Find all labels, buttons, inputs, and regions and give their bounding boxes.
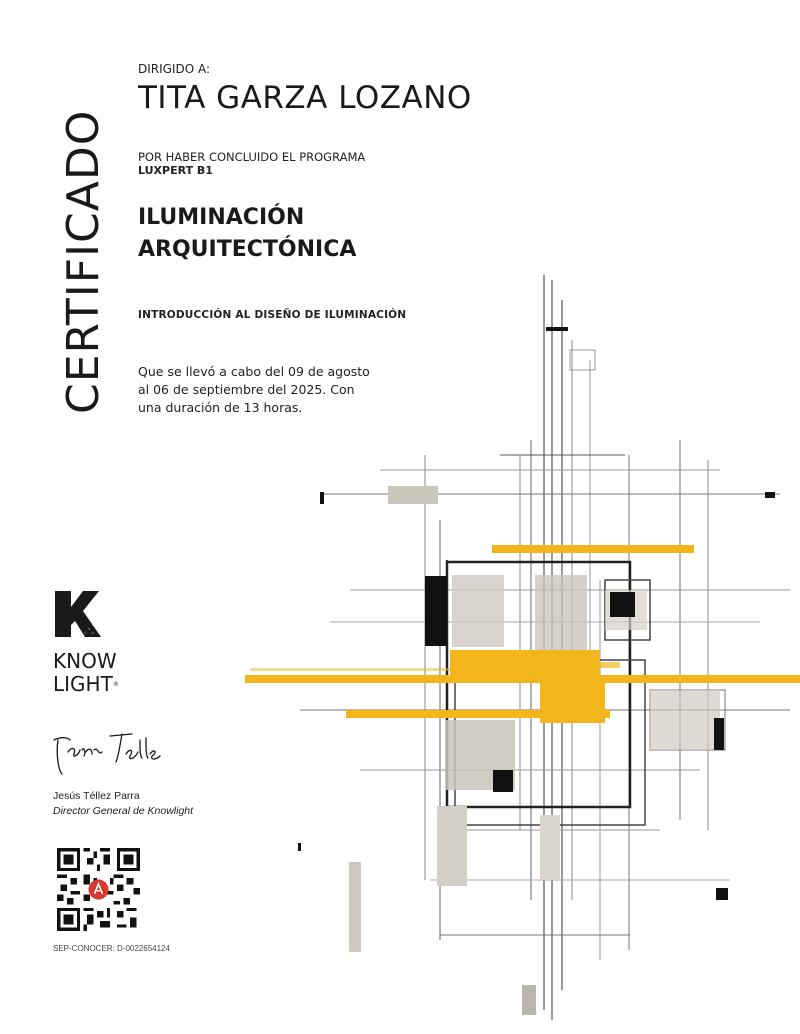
logo-line2-text: LIGHT <box>53 672 113 696</box>
logo-line1: KNOW <box>53 649 117 673</box>
course-title-line1: ILUMINACIÓN <box>138 205 305 230</box>
registration-code: SEP-CONOCER: D-0022654124 <box>53 944 170 953</box>
course-title-line2: ARQUITECTÓNICA <box>138 237 357 262</box>
description-line1: Que se llevó a cabo del 09 de agosto <box>138 364 370 379</box>
addressed-to-label: DIRIGIDO A: <box>138 62 211 76</box>
course-subtitle: INTRODUCCIÓN AL DISEÑO DE ILUMINACIÓN <box>138 309 407 321</box>
signer-role: Director General de Knowlight <box>53 805 194 817</box>
certificate-heading: CERTIFICADO <box>58 109 109 414</box>
registered-mark: ® <box>112 681 119 688</box>
recipient-name: TITA GARZA LOZANO <box>138 80 472 116</box>
signer-name: Jesús Téllez Parra <box>53 790 140 802</box>
knowlight-k-logo-icon <box>53 589 103 639</box>
handwritten-signature <box>52 722 162 782</box>
knowlight-wordmark <box>53 650 119 696</box>
certificate-vertical-title <box>60 52 108 414</box>
description-line3: una duración de 13 horas. <box>138 400 303 415</box>
qr-code-icon <box>57 848 140 931</box>
course-title <box>138 202 356 266</box>
program-label: POR HABER CONCLUIDO EL PROGRAMA <box>138 150 366 164</box>
logo-line2 <box>53 673 119 696</box>
course-description <box>138 363 398 417</box>
program-name: LUXPERT B1 <box>138 164 213 177</box>
description-line2: al 06 de septiembre del 2025. Con <box>138 382 355 397</box>
